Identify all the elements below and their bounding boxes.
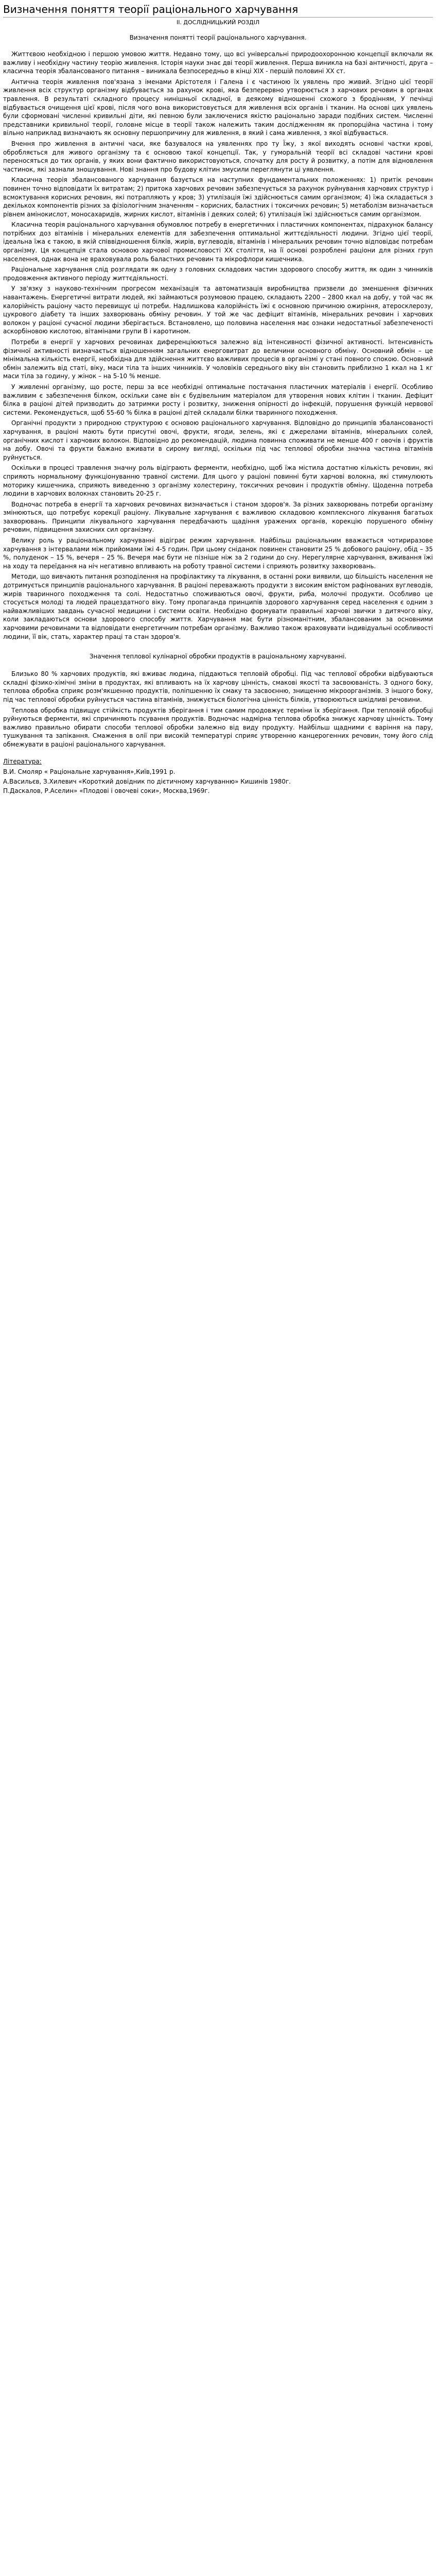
reference-item: П.Даскалов, Р.Аселин» «Плодові і овочеві соки», Москва,1969г. xyxy=(3,787,210,795)
paragraph: Близько 80 % харчових продуктів, які вживає людина, піддаються тепловій обробці. Під час теплової обробки відбуваються складні фізико-хімічні зміни в продуктах, які впливають на їх харчову цінність, смакові якості та засвоюваність. З одного боку, теплова обробка сприяє розм'якшенню продуктів, поліпшенню їх смаку та засвоєнню, знищенню мікроорганізмів. З іншого боку, під час теплової обробки руйнується частина вітамінів, знижується біологічна цінність білків, утворюються шкідливі речовини. xyxy=(3,670,433,703)
body-text xyxy=(3,50,433,641)
paragraph: Вчення про живлення в античні часи, яке базувалося на уявленнях про ту Їжу, з якої виходять основні частки крові, обробляється для живого організму та є основою такої концепції. Так, у гуморальній теорії всі складові частини крові переносяться до тих органів, у яких вони фактично використовуються, спочатку для росту й розвитку, а потім для відновлення частинок, які зазнали зношування. Нові знання про будову клітин змусили переглянути ці уявлення. xyxy=(3,140,433,173)
page-title: Визначення поняття теорії раціонального харчування xyxy=(3,3,433,18)
body-text-2 xyxy=(3,670,433,749)
section-label: ІІ. ДОСЛІДНИЦЬКИЙ РОЗДІЛ xyxy=(176,19,260,26)
paragraph: Життєвою необхідною і першою умовою життя. Недавно тому, що всі універсальні природоохоронною концепції включали як важливу і необхідну частину теорію живлення. Історія науки знає дві теорії живлення. Перша виникла на базі античності, друга – класична теорія збалансованого питання – виникала безпосередньо в кінці XIX - першій половині XX ст. xyxy=(3,50,433,75)
paragraph: Класична теорія раціонального харчування обумовлює потребу в енергетичних і пластичних компонентах, підрахунок балансу потрібних доз вітамінів і мінеральних елементів для забезпечення оптимальної життєдіяльності людини. Згідно цієї теорії, ідеальна їжа є такою, в якій співвідношення білків, жирів, вуглеводів, вітамінів і мінеральних речовин точно відповідає потребам організму. Ця концепція стала основою харчової промисловості XX століття, на її основі розроблені раціони для різних груп населення, однак вона не враховувала роль баластних речовин та мікрофлори кишечника. xyxy=(3,221,433,263)
paragraph: Антична теорія живлення пов'язана з іменами Арістотеля і Галена і є частиною їх уявлень про живий. Згідно цієї теорії живлення всіх структур організму відбувається за рахунок крові, яка безперервно утворюється з харчових речовин в органах травлення. В результаті складного процесу нинішньої складної, в деякому відношенні схожого з бродінням, У печінці відбувається очищення цієї крові, після чого вона використовується для живлення всіх органів і тканин. На основі цих уявлень були сформовані численні кривильні діти, які певною були заключенися якістю раціонально заради подібних систем. Численні представники кривильної теорії, головне місце в теорії також належить таким дослідженням як пропорційна частина і тому вільно наприклад визначають як основну першопричину для живлення, в який і сама живлення, з якої відбувається. xyxy=(3,78,433,137)
paragraph: Класична теорія збалансованого харчування базується на наступних фундаментальних положеннях: 1) притік речовин повинен точно відповідати їх витратам; 2) притока харчових речовин забезпечується за рахунок руйнування харчових структур і всмоктування корисних речовин, які потрапляють у кров; 3) утилізація їжі здійснюється самим організмом; 4) їжа складається з декількох компонентів різних за фізіологічним значенням – корисних, баластних і токсичних речовин; 5) метаболізм визначається рівнем амінокислот, моносахаридів, жирних кислот, вітамінів і деяких солей; 6) утилізація їжі здійснюється самим організмом. xyxy=(3,176,433,218)
section-subtitle-2: Значення теплової кулінарної обробки продуктів в раціональному харчуванні. xyxy=(89,653,347,660)
paragraph: Раціональне харчування слід розглядати як одну з головних складових частин здорового способу життя, як один з чинників продовження активного періоду життєдіяльності. xyxy=(3,266,433,282)
paragraph: Велику роль у раціональному харчуванні відіграє режим харчування. Найбільш раціональним вважається чотириразове харчування з інтервалами між прийомами їжі 4-5 годин. При цьому сніданок повинен становити 25 % добового раціону, обід – 35 %, полуденок – 15 %, вечеря – 25 %. Вечеря має бути не пізніше ніж за 2 години до сну. Нерегулярне харчування, вживання їжі на ходу та переїдання на ніч негативно впливають на роботу травної системи і сприяють розвитку захворювань. xyxy=(3,537,433,570)
references-list xyxy=(3,768,433,795)
paragraph: У зв'язку з науково-технічним прогресом механізація та автоматизація виробництва призвели до зменшення фізичних навантажень. Енергетичні витрати людей, які займаються розумовою працею, складають 2200 – 2800 ккал на добу, у той час як калорійність раціону часто перевищує ці потреби. Надлишкова калорійність їжі є основною причиною ожиріння, атеросклерозу, цукрового діабету та інших захворювань обміну речовин. У той же час дефіцит вітамінів, мінеральних речовин і харчових волокон у раціоні сучасної людини зберігається. Встановлено, що половина населення має ознаки недостатньої забезпеченості аскорбіновою кислотою, вітамінами групи В і каротином. xyxy=(3,285,433,335)
paragraph: Органічні продукти з природною структурою є основою раціонального харчування. Відповідно до принципів збалансованості харчування, в раціоні мають бути присутні овочі, фрукти, ягоди, зелень, які є джерелами вітамінів, мінеральних солей, органічних кислот і харчових волокон. Відповідно до рекомендацій, людина повинна споживати не менше 400 г овочів і фруктів на добу. Овочі та фрукти бажано вживати в сирому вигляді, оскільки під час теплової обробки значна частина вітамінів руйнується. xyxy=(3,419,433,461)
references-header: Література: xyxy=(3,757,42,765)
reference-item: А.Васильєв, З.Хилевич «Короткий довідник по дієтичному харчуванню» Кишинів 1980г. xyxy=(3,777,291,785)
section-subtitle: Визначення понятті теорії раціонального харчування. xyxy=(129,34,307,41)
paragraph: Потреби в енергії у харчових речовинах диференціюються залежно від інтенсивності фізичної активності. Інтенсивність фізичної активності визначається відношенням загальних енерговитрат до величини основного обміну. Основний обмін – це мінімальна кількість енергії, необхідна для здійснення життєво важливих процесів в організмі у стані повного спокою. Основний обмін залежить від статі, віку, маси тіла та інших чинників. У чоловіків середнього віку він становить приблизно 1 ккал на 1 кг маси тіла за годину, у жінок – на 5-10 % менше. xyxy=(3,338,433,380)
paragraph: Методи, що вивчають питання розподілення на профілактику та лікування, в останні роки виявили, що більшість населення не дотримується принципів раціонального харчування. В раціоні переважають продукти з високим вмістом рафінованих вуглеводів, жирів тваринного походження та солі. Недостатньо споживаються овочі, фрукти, риба, молочні продукти. Особливо це стосується молоді та людей працездатного віку. Тому пропаганда принципів здорового харчування серед населення є одним з найважливіших завдань сучасної медицини і системи освіти. Необхідно формувати правильні харчові звички з дитячого віку, коли закладаються основи здорового способу життя. Харчування має бути різноманітним, збалансованим за основними харчовими речовинами та відповідати енергетичним потребам організму. Важливо також враховувати індивідуальні особливості людини, її вік, стать, характер праці та стан здоров'я. xyxy=(3,573,433,640)
paragraph: Теплова обробка підвищує стійкість продуктів зберігання і тим самим продовжує терміни їх зберігання. При тепловій обробці руйнуються ферменти, які спричиняють псування продуктів. Водночас надмірна теплова обробка знижує харчову цінність. Тому важливо правильно обирати способи теплової обробки залежно від виду продукту. Найбільш щадними є варіння на пару, тушкування та запікання. Смаження в олії при високій температурі сприяє утворенню канцерогенних речовин, тому його слід обмежувати в раціоні раціонального харчування. xyxy=(3,706,433,748)
reference-item: В.И. Смоляр « Раціональне харчування»,Київ,1991 р. xyxy=(3,768,176,776)
paragraph: У живленні організму, що росте, перш за все необхідні оптимальне постачання пластичних матеріалів і енергії. Особливо важливим є забезпечення білком, оскільки саме він є будівельним матеріалом для утворення нових клітин і тканин. Дефіцит білка в раціоні дітей призводить до затримки росту і розвитку, зниження опірності до інфекцій, порушення функцій нервової системи. Рекомендується, щоб 55-60 % білка в раціоні дітей складали білки тваринного походження. xyxy=(3,383,433,416)
document-page xyxy=(0,0,436,801)
paragraph: Водночас потреба в енергії та харчових речовинах визначається і станом здоров'я. За різних захворювань потреби організму змінюються, що потребує корекції раціону. Лікувальне харчування є важливою складовою комплексного лікування багатьох захворювань. Принципи лікувального харчування передбачають щадіння уражених органів, корекцію порушеного обміну речовин, підвищення захисних сил організму. xyxy=(3,500,433,534)
paragraph: Оскільки в процесі травлення значну роль відіграють ферменти, необхідно, щоб їжа містила достатню кількість речовин, які сприяють нормальному функціонуванню травної системи. Для цього у раціоні повинні бути харчові волокна, які стимулюють моторику кишечника, сприяють виведенню з організму холестерину, токсичних речовин і продуктів обміну. Щоденна потреба людини в харчових волокнах становить 20-25 г. xyxy=(3,464,433,498)
